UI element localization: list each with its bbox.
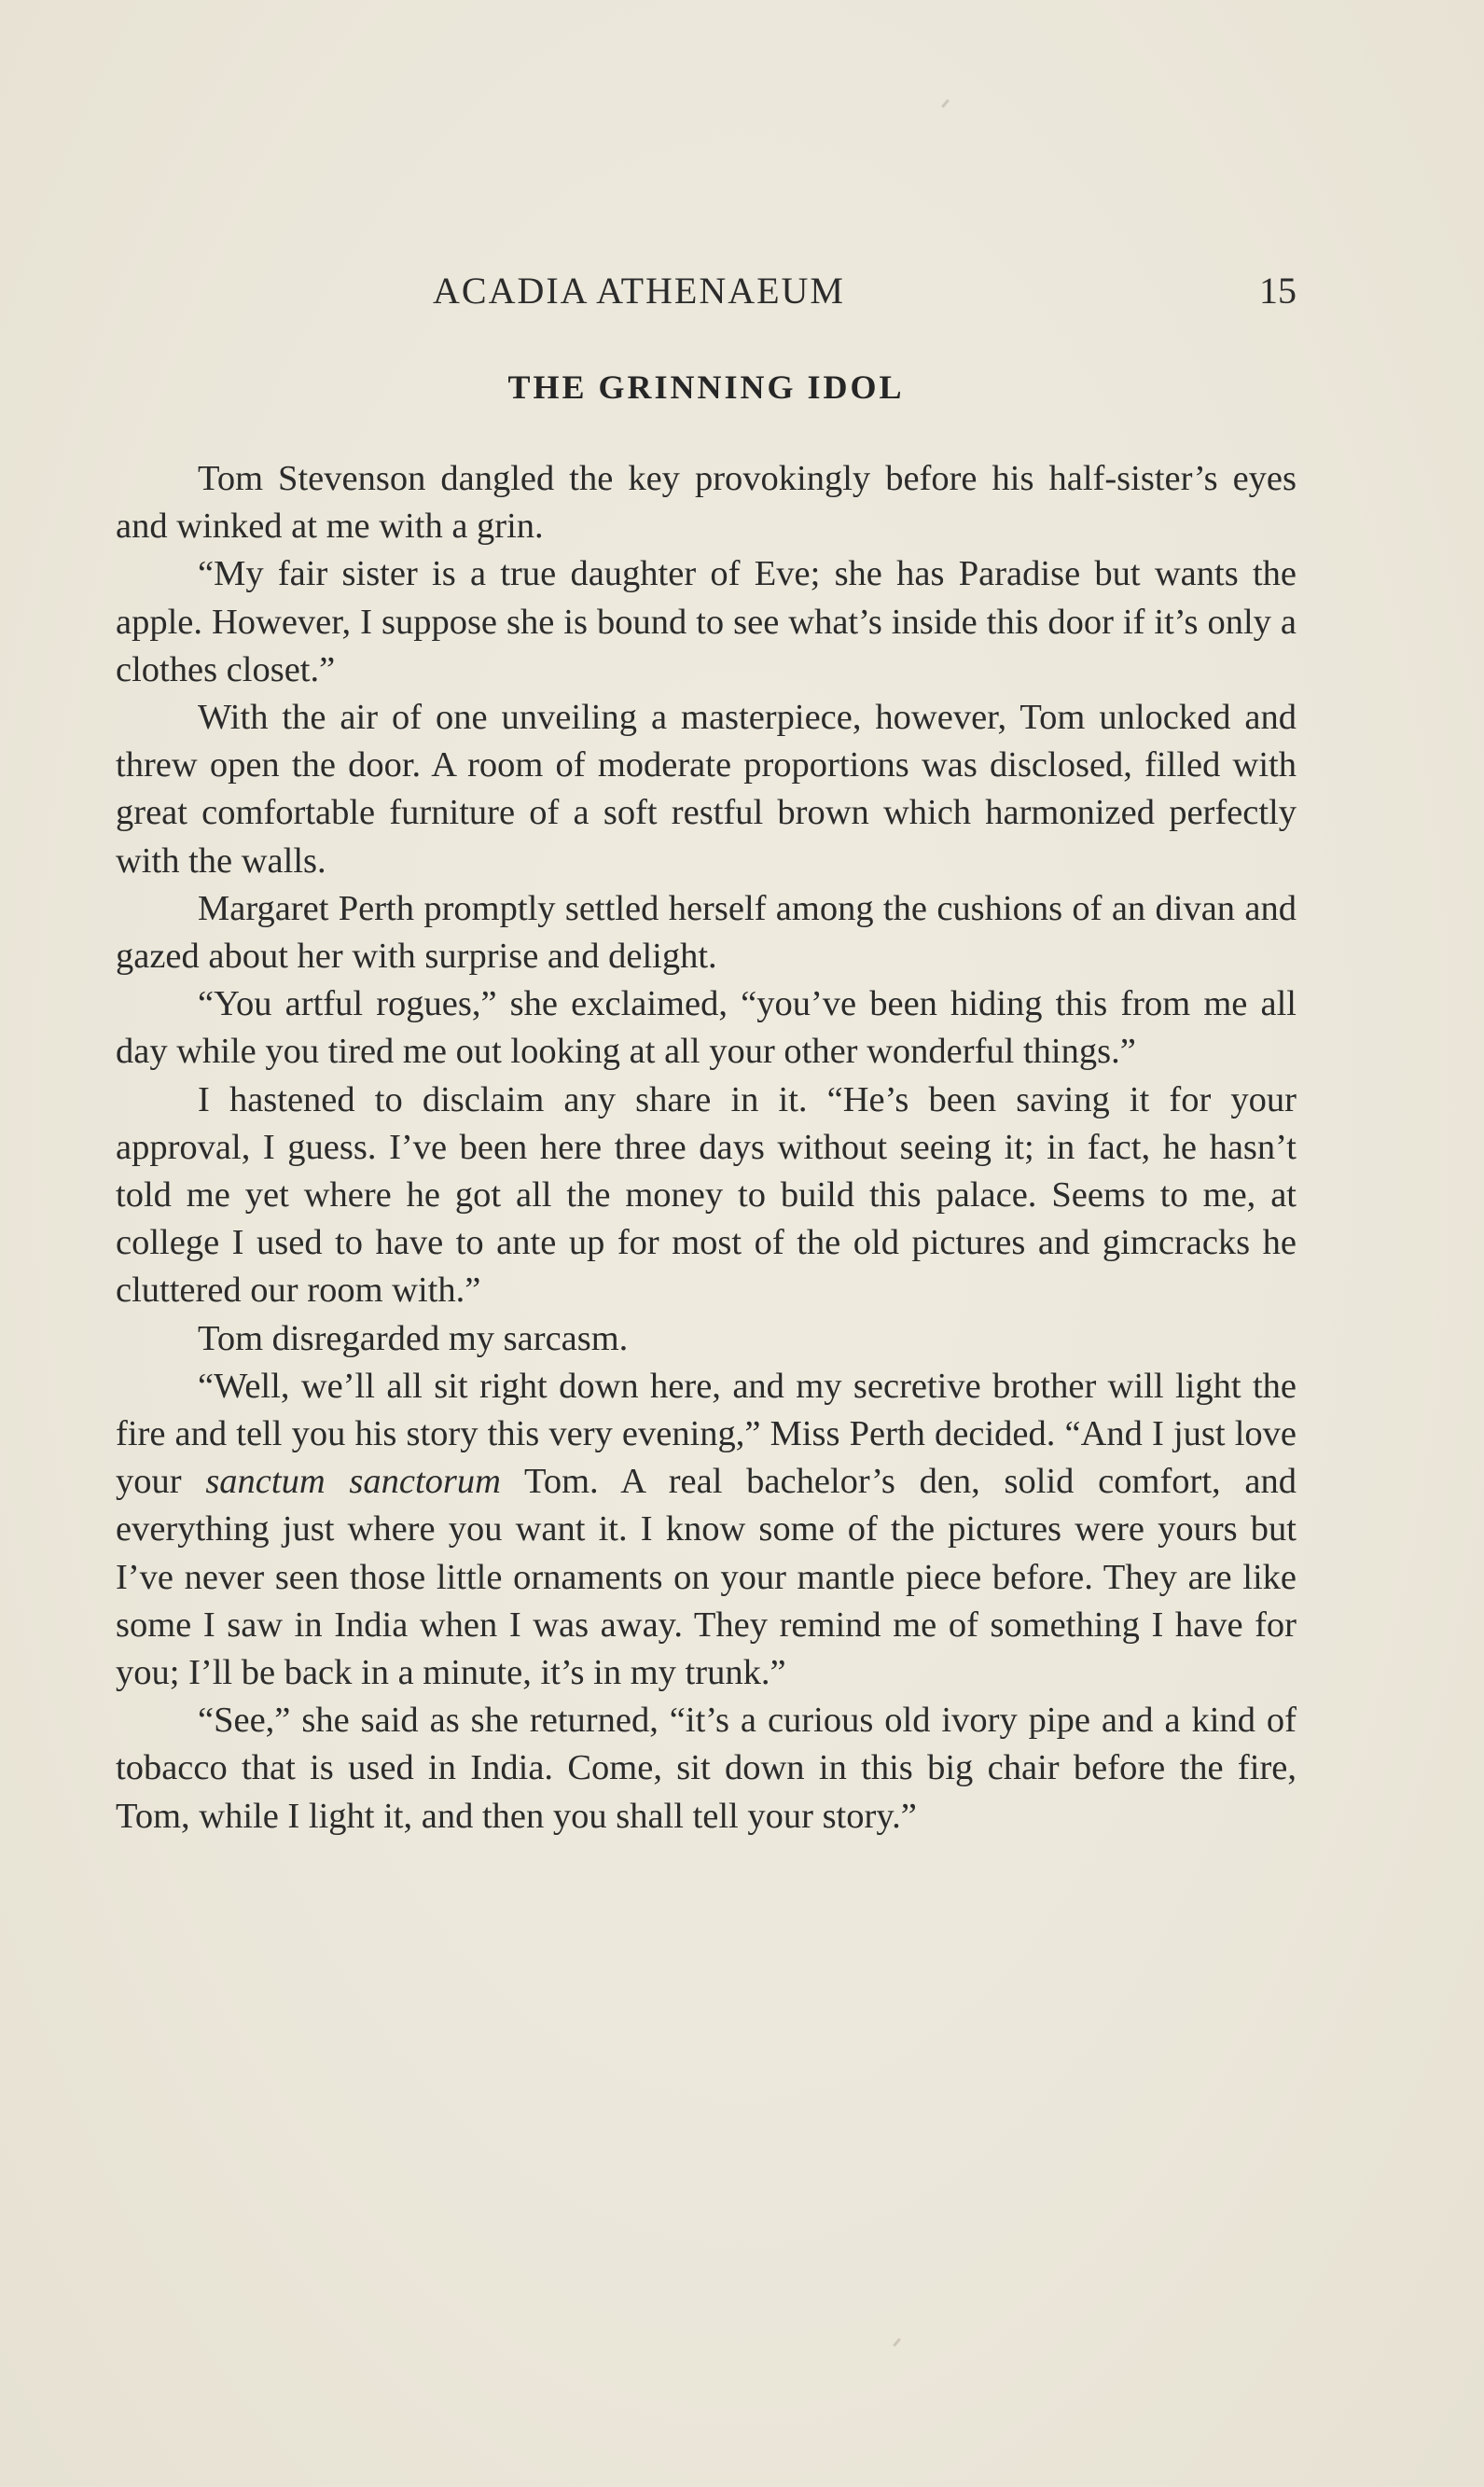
paragraph-text: Tom. A real bachelor’s den, solid comfort, and everything just where you want it. I know some of the pictures were yours but I’ve never seen those little ornaments on your mantle piece before. They are like some I saw in India when I was away. They remind me of something I have for you; I’ll be back in a minute, it’s in my trunk.”: [116, 1462, 1297, 1693]
article-title: THE GRINNING IDOL: [507, 368, 905, 406]
paragraph: With the air of one unveiling a masterpiece, however, Tom unlocked and threw open the door. A room of moderate proportions was disclosed, filled with great comfortable furniture of a soft restful brown which harmonized perfectly with the walls.: [116, 698, 1297, 881]
paragraph: I hastened to disclaim any share in it. “He’s been saving it for your approval, I guess. I’ve been here three days without seeing it; in fact, he hasn’t told me yet where he got all the money to build this palace. Seems to me, at college I used to have to ante up for most of the old pictures and gimcracks he cluttered our room with.”: [116, 1079, 1297, 1311]
paper-speck: [893, 2338, 901, 2347]
paper-speck: [941, 99, 950, 108]
journal-title: ACADIA ATHENAEUM: [433, 270, 845, 312]
paragraph-text: “Well, we’ll all sit right down here, and my secretive brother will light the fire and tell you his story this very evening,” Miss Perth decided. “And I just love your: [116, 1366, 1297, 1502]
paragraph: “See,” she said as she returned, “it’s a curious old ivory pipe and a kind of tobacco that is used in India. Come, sit down in this big chair before the fire, Tom, while I light it, and then you shall tell your story.”: [116, 1701, 1297, 1836]
article-body: [116, 455, 1297, 1841]
paragraph: “My fair sister is a true daughter of Eve; she has Paradise but wants the apple. However, I suppose she is bound to see what’s inside this door if it’s only a clothes closet.”: [116, 554, 1297, 689]
paragraph: “You artful rogues,” she exclaimed, “you’ve been hiding this from me all day while you tired me out looking at all your other wonderful things.”: [116, 984, 1297, 1072]
paragraph: Margaret Perth promptly settled herself among the cushions of an divan and gazed about her with surprise and delight.: [116, 888, 1297, 977]
running-head: [116, 269, 1297, 313]
paragraph: [116, 1363, 1297, 1697]
page-number: 15: [1259, 270, 1297, 312]
paragraph: Tom Stevenson dangled the key provokingly before his half-sister’s eyes and winked at me with a grin.: [116, 459, 1297, 547]
italic-phrase: sanctum sanctorum: [205, 1462, 501, 1502]
paragraph: Tom disregarded my sarcasm.: [198, 1318, 629, 1358]
